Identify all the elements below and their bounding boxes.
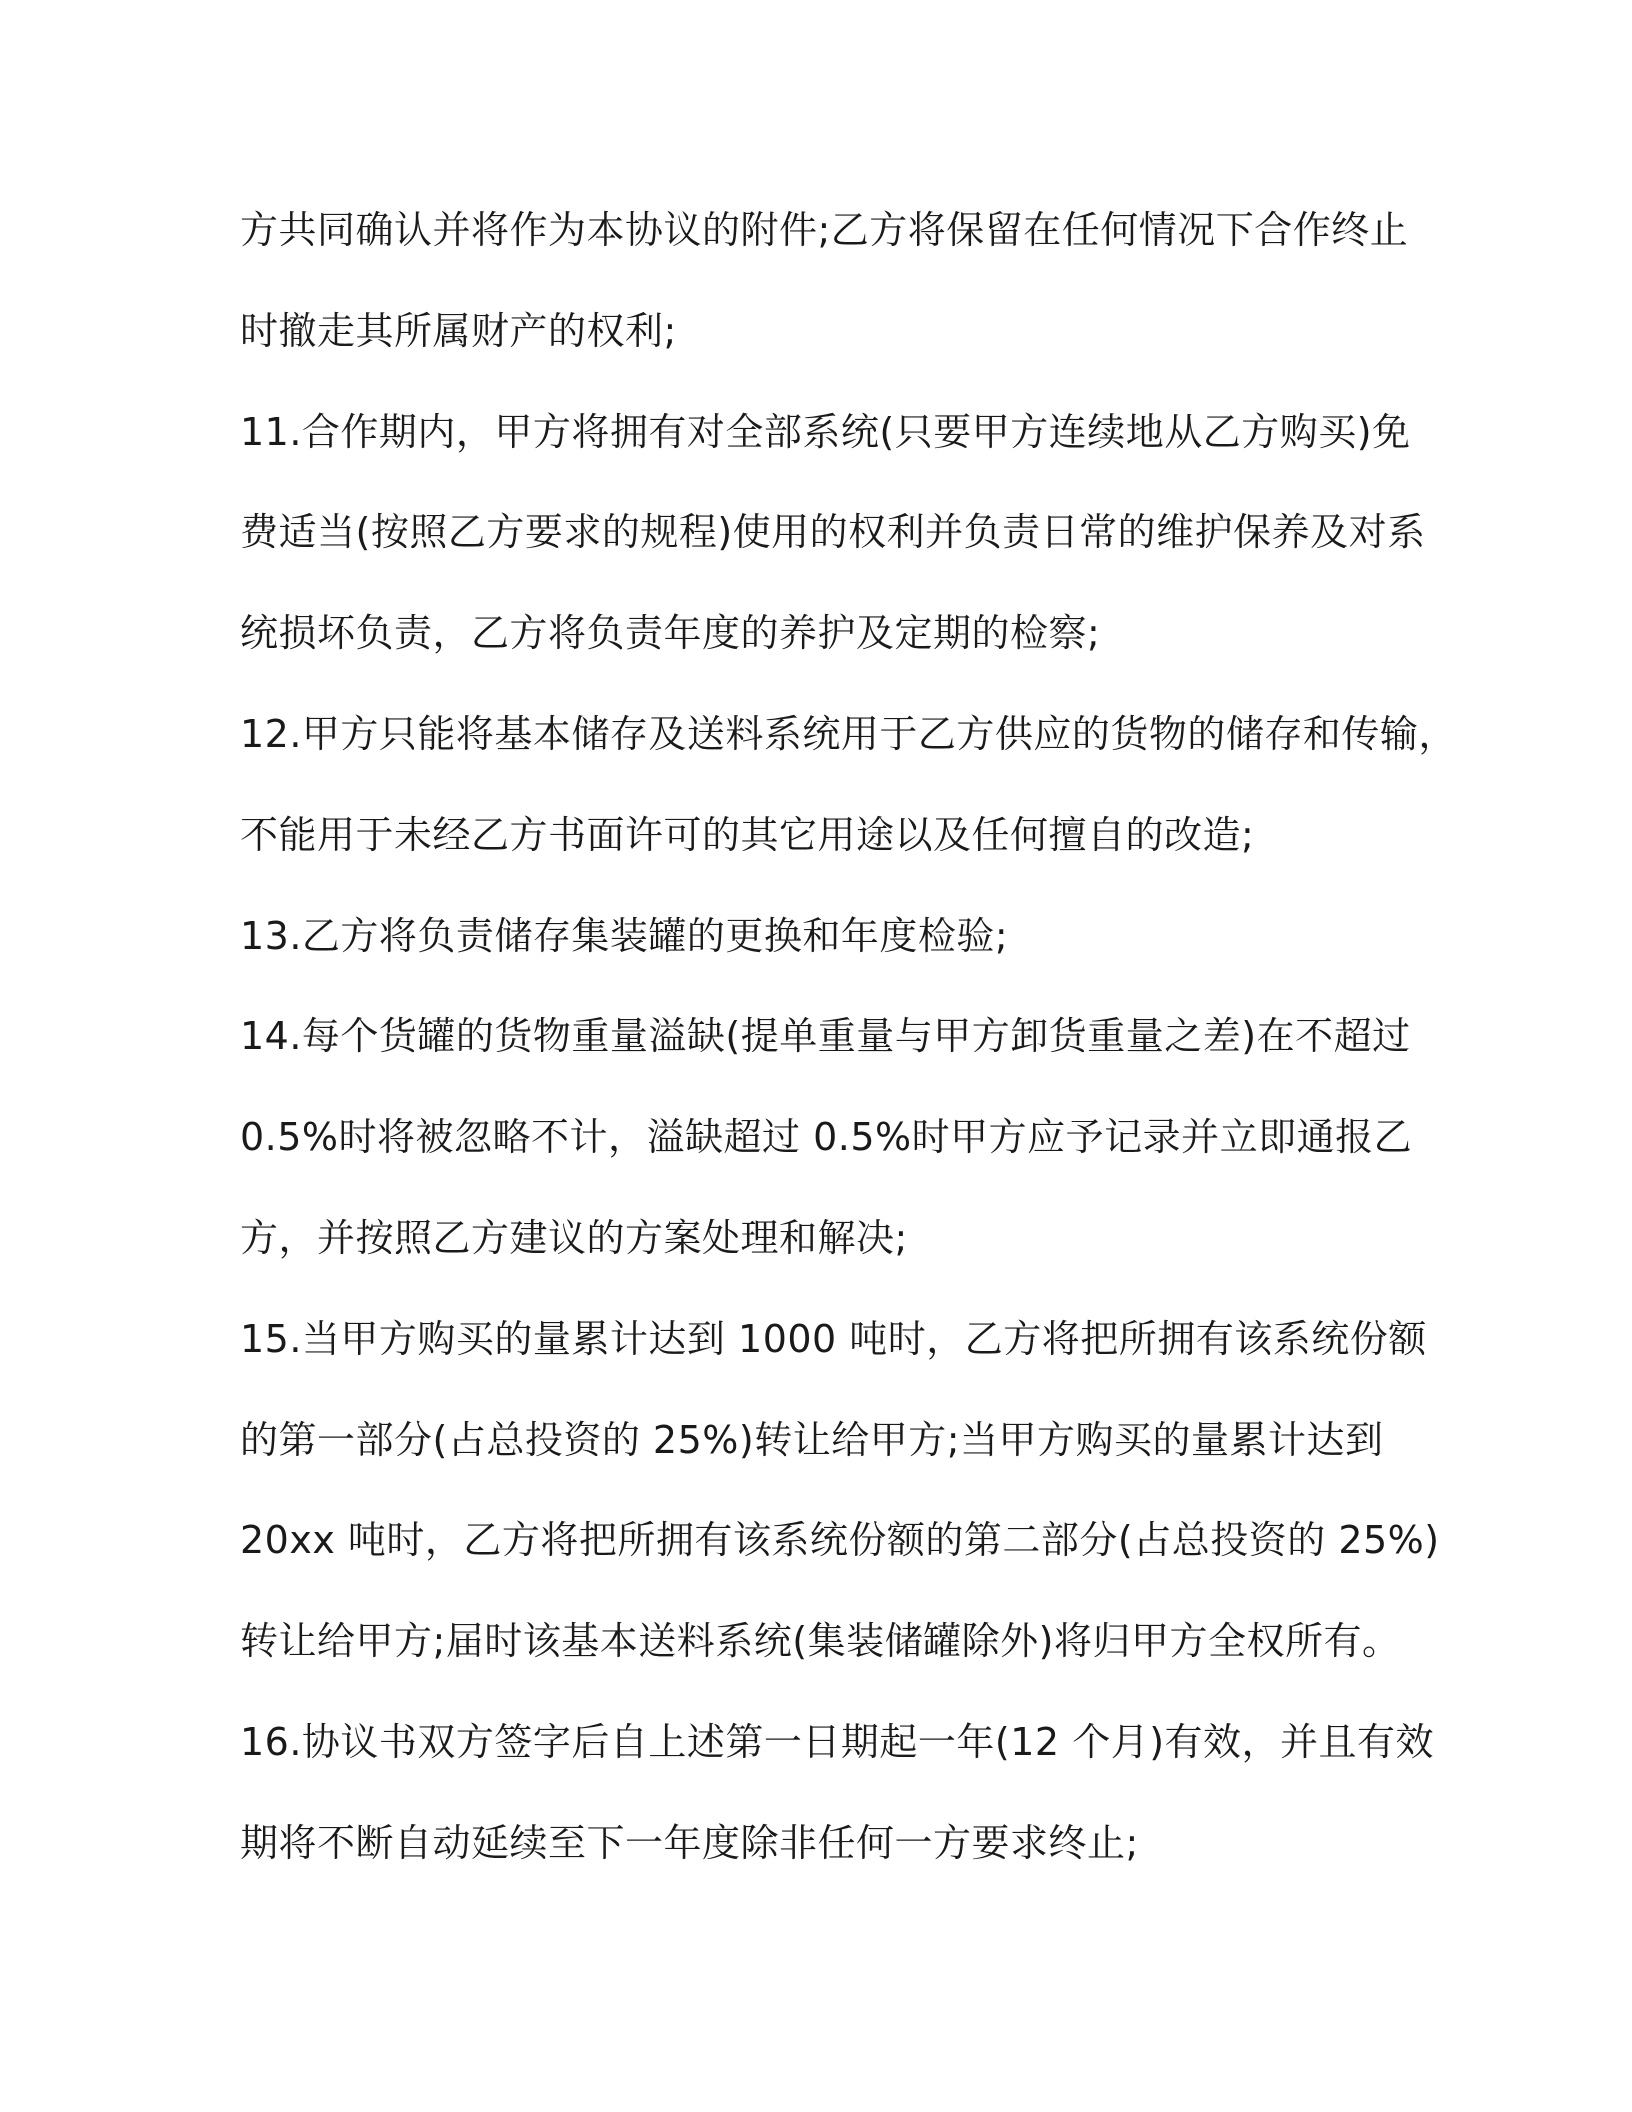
clause-12-line: 12.甲方只能将基本储存及送料系统用于乙方供应的货物的储存和传输， xyxy=(240,711,1457,756)
text-line: 的第一部分(占总投资的 25%)转让给甲方;当甲方购买的量累计达到 xyxy=(240,1417,1384,1462)
text-line: 统损坏负责，乙方将负责年度的养护及定期的检察; xyxy=(240,611,1101,656)
clause-15-line: 15.当甲方购买的量累计达到 1000 吨时，乙方将把所拥有该系统份额 xyxy=(240,1316,1427,1361)
clause-16-line: 16.协议书双方签字后自上述第一日期起一年(12 个月)有效，并且有效 xyxy=(240,1719,1435,1764)
text-line: 时撤走其所属财产的权利; xyxy=(240,308,677,353)
text-line: 费适当(按照乙方要求的规程)使用的权利并负责日常的维护保养及对系 xyxy=(240,510,1426,555)
text-line: 不能用于未经乙方书面许可的其它用途以及任何擅自的改造; xyxy=(240,812,1255,857)
text-line: 转让给甲方;届时该基本送料系统(集装储罐除外)将归甲方全权所有。 xyxy=(240,1619,1401,1664)
clause-13-line: 13.乙方将负责储存集装罐的更换和年度检验; xyxy=(240,913,1009,958)
text-line: 期将不断自动延续至下一年度除非任何一方要求终止; xyxy=(240,1820,1139,1865)
clause-11-line: 11.合作期内，甲方将拥有对全部系统(只要甲方连续地从乙方购买)免 xyxy=(240,409,1411,454)
text-line: 方共同确认并将作为本协议的附件;乙方将保留在任何情况下合作终止 xyxy=(240,208,1409,252)
clause-14-line: 14.每个货罐的货物重量溢缺(提单重量与甲方卸货重量之差)在不超过 xyxy=(240,1014,1411,1059)
text-line: 0.5%时将被忽略不计，溢缺超过 0.5%时甲方应予记录并立即通报乙 xyxy=(240,1115,1413,1160)
text-line: 20xx 吨时，乙方将把所拥有该系统份额的第二部分(占总投资的 25%) xyxy=(240,1518,1440,1563)
text-line: 方，并按照乙方建议的方案处理和解决; xyxy=(240,1215,908,1260)
agreement-body xyxy=(240,180,1457,1894)
